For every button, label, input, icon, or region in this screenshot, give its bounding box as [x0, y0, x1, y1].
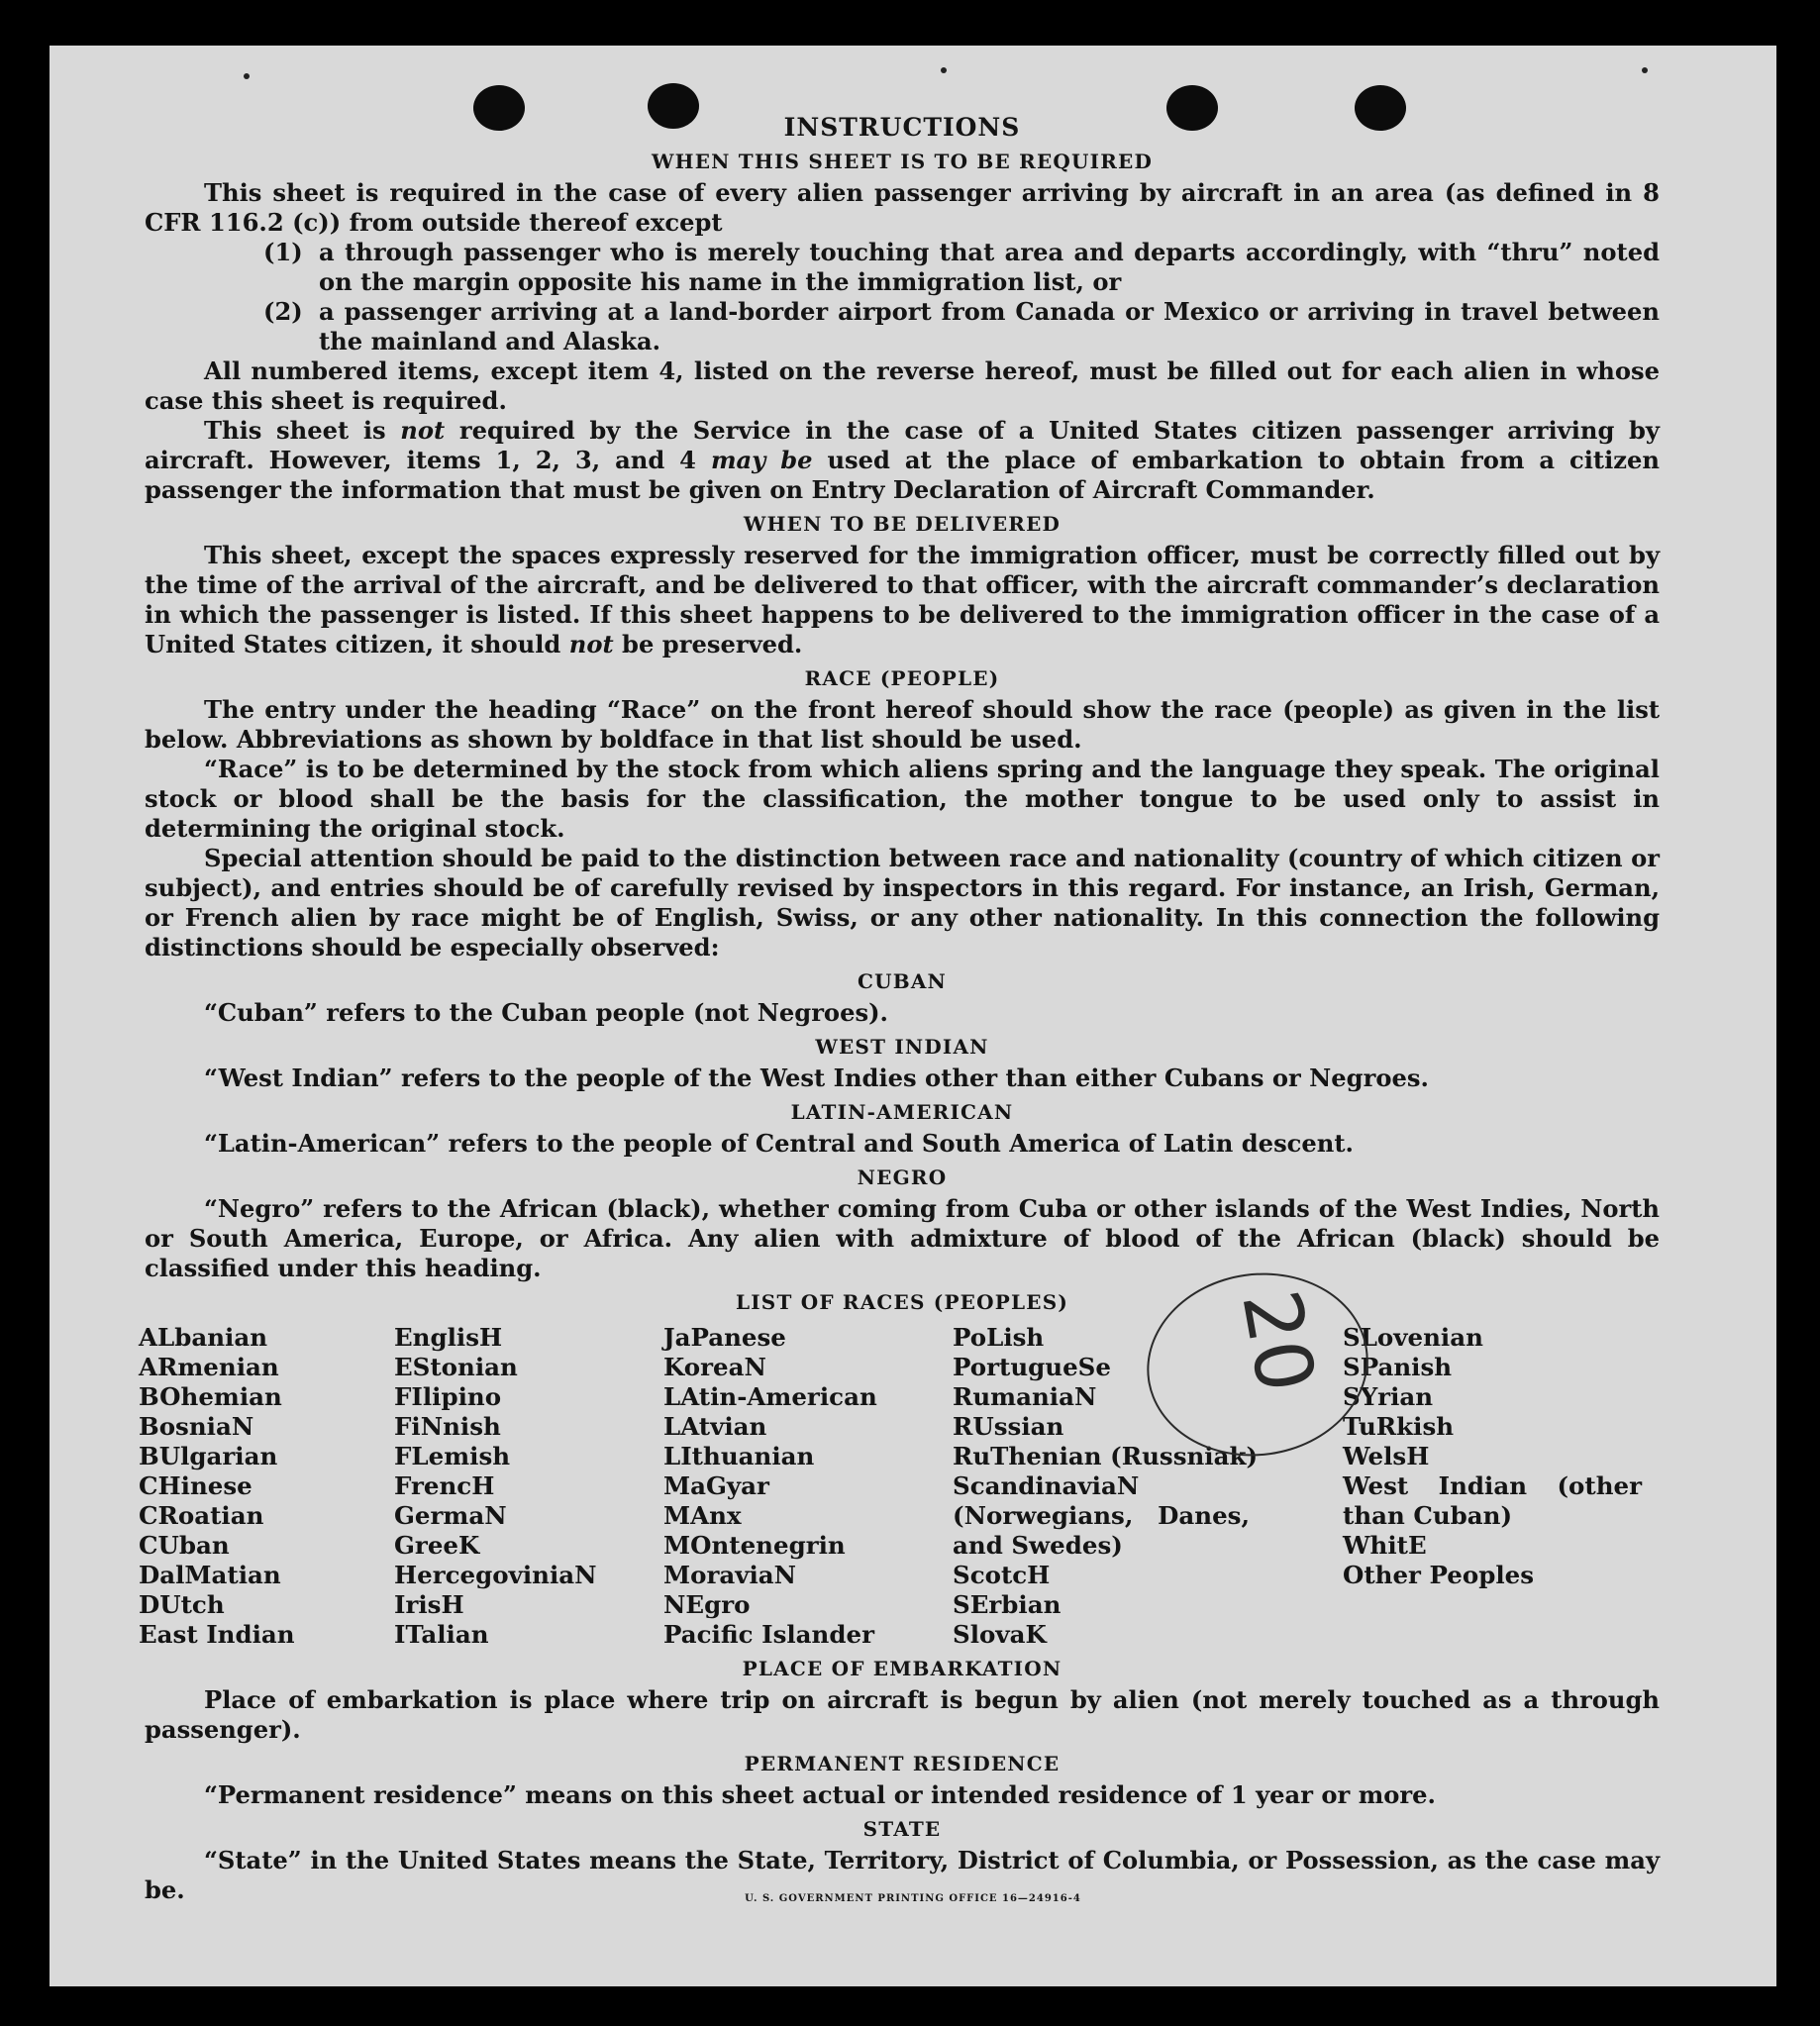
paragraph: “State” in the United States means the State, Territory, District of Columbia, or Possession, as the case may be.	[145, 1846, 1660, 1904]
race-column: SLovenian SPanish SYrian TuRkish WelsH West Indian (other than Cuban) WhitE Other Peoples	[1343, 1323, 1642, 1589]
race-column: EnglisH EStonian FIlipino FiNnish FLemish FrencH GermaN GreeK HercegoviniaN IrisH ITalian	[394, 1323, 597, 1649]
document-page	[50, 46, 1776, 1986]
item-text: a passenger arriving at a land-border airport from Canada or Mexico or arriving in travel between the mainland and Alaska.	[319, 297, 1660, 355]
section-heading: LATIN-AMERICAN	[790, 1100, 1014, 1124]
list-item	[263, 297, 1660, 356]
paragraph: “Latin-American” refers to the people of Central and South America of Latin descent.	[204, 1129, 1354, 1158]
paragraph: This sheet is required in the case of every alien passenger arriving by aircraft in an area (as defined in 8 CFR 116.2 (c)) from outside thereof except	[145, 178, 1660, 237]
paragraph: Special attention should be paid to the distinction between race and nationality (country of which citizen or subject), and entries should be of carefully revised by inspectors in this regard. For instance, an Irish, German, or French alien by race might be of English, Swiss, or any other nationality. In this connection the following distinctions should be especially observed:	[145, 844, 1660, 962]
instructions-text	[139, 113, 1661, 1905]
paragraph: “Permanent residence” means on this sheet actual or intended residence of 1 year or more.	[204, 1780, 1436, 1809]
printer-footer: U. S. GOVERNMENT PRINTING OFFICE 16—24916-4	[745, 1893, 1081, 1904]
item-number: (2)	[263, 297, 303, 326]
speck	[1642, 67, 1648, 73]
paragraph: This sheet, except the spaces expressly reserved for the immigration officer, must be correctly filled out by the time of the arrival of the aircraft, and be delivered to that officer, with the aircraft commander’s declaration in which the passenger is listed. If this sheet happens to be delivered to the immigration officer in the case of a United States citizen, it should not be preserved.	[145, 541, 1660, 658]
race-column: ALbanian ARmenian BOhemian BosniaN BUlgarian CHinese CRoatian CUban DalMatian DUtch East Indian	[139, 1323, 295, 1649]
paragraph: This sheet is not required by the Service in the case of a United States citizen passenger arriving by aircraft. However, items 1, 2, 3, and 4 may be used at the place of embarkation to obtain from a citizen passenger the information that must be given on Entry Declaration of Aircraft Commander.	[145, 416, 1661, 504]
section-heading: PLACE OF EMBARKATION	[742, 1657, 1062, 1680]
paragraph: The entry under the heading “Race” on the front hereof should show the race (people) as given in the list below. Abbreviations as shown by boldface in that list should be used.	[145, 695, 1660, 754]
handwritten-number: 20	[1224, 1283, 1333, 1399]
paragraph: “West Indian” refers to the people of the West Indies other than either Cubans or Negroes.	[204, 1064, 1429, 1092]
paragraph: “Cuban” refers to the Cuban people (not Negroes).	[204, 998, 888, 1027]
paragraph: All numbered items, except item 4, listed on the reverse hereof, must be filled out for each alien in whose case this sheet is required.	[145, 356, 1660, 415]
section-heading: WHEN THIS SHEET IS TO BE REQUIRED	[651, 150, 1154, 173]
section-heading: LIST OF RACES (PEOPLES)	[735, 1290, 1069, 1314]
race-list	[139, 1323, 1660, 1650]
paragraph: “Race” is to be determined by the stock from which aliens spring and the language they speak. The original stock or blood shall be the basis for the classification, the mother tongue to be used only to assist in determining the original stock.	[145, 755, 1660, 843]
section-heading: RACE (PEOPLE)	[804, 666, 1000, 690]
speck	[244, 73, 250, 79]
race-column: JaPanese KoreaN LAtin-American LAtvian LIthuanian MaGyar MAnx MOntenegrin MoraviaN NEgro Pacific Islander	[663, 1323, 877, 1649]
section-heading: STATE	[862, 1817, 942, 1841]
item-text: a through passenger who is merely touching that area and departs accordingly, with “thru” noted on the margin opposite his name in the immigration list, or	[319, 238, 1660, 296]
section-heading: WEST INDIAN	[815, 1035, 989, 1059]
race-column: PoLish PortugueSe RumaniaN RUssian RuThenian (Russniak) ScandinaviaN (Norwegians, Danes, and Swedes) ScotcH SErbian SlovaK	[953, 1323, 1259, 1649]
paragraph: “Negro” refers to the African (black), whether coming from Cuba or other islands of the West Indies, North or South America, Europe, or Africa. Any alien with admixture of blood of the African (black) should be classified under this heading.	[145, 1194, 1660, 1282]
section-heading: CUBAN	[857, 969, 948, 993]
section-heading: PERMANENT RESIDENCE	[744, 1752, 1061, 1775]
section-heading: NEGRO	[857, 1165, 948, 1189]
section-heading: WHEN TO BE DELIVERED	[743, 512, 1062, 536]
list-item	[263, 238, 1660, 297]
item-number: (1)	[263, 238, 303, 266]
page-title: INSTRUCTIONS	[783, 113, 1021, 142]
paragraph: Place of embarkation is place where trip on aircraft is begun by alien (not merely touched as a through passenger).	[145, 1685, 1660, 1744]
speck	[941, 67, 947, 73]
